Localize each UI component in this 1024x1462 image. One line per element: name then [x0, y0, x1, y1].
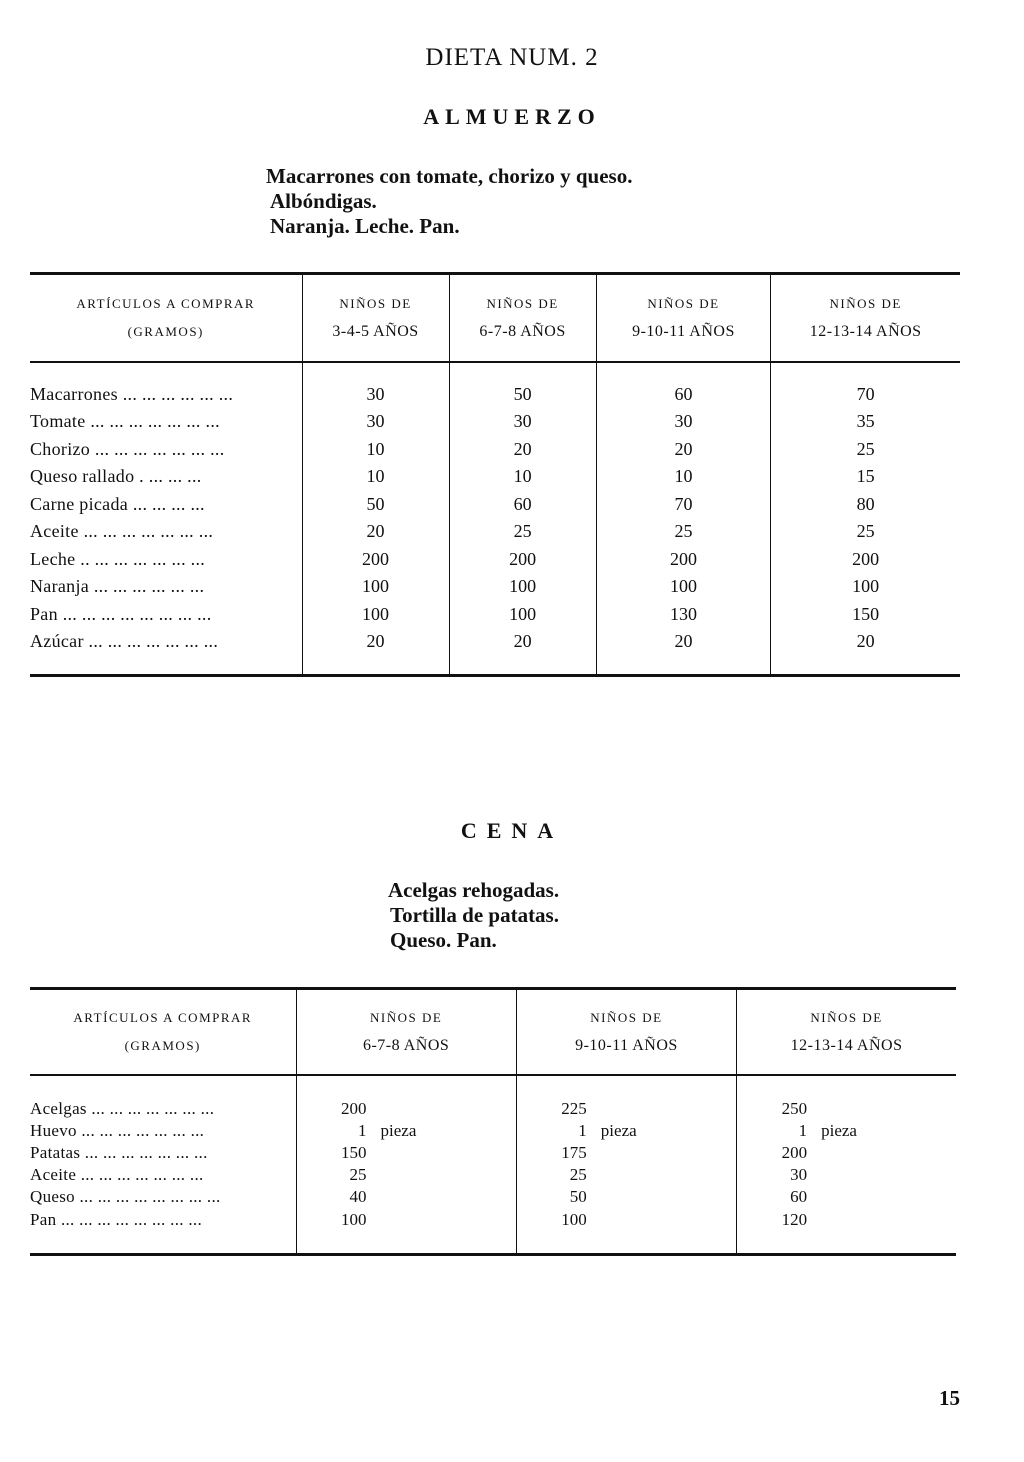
cell-value: 60 [596, 362, 771, 409]
item-name: Acelgas ... ... ... ... ... ... ... [30, 1098, 215, 1118]
cell-value [516, 1164, 736, 1186]
dinner-table [30, 987, 956, 1256]
header-age-line1: NIÑOS DE [590, 1009, 663, 1025]
table-row [30, 436, 960, 464]
cell-value [296, 1208, 516, 1254]
item-name: Macarrones ... ... ... ... ... ... [30, 383, 234, 404]
lunch-menu-line: Naranja. Leche. Pan. [270, 214, 460, 238]
item-name: Leche .. ... ... ... ... ... ... [30, 548, 206, 569]
cell-value: 10 [302, 436, 449, 464]
cell-value [516, 1208, 736, 1254]
cell-value: 80 [771, 491, 960, 519]
cell-value [516, 1142, 736, 1164]
cell-value [737, 1142, 956, 1164]
cell-value: 20 [302, 518, 449, 546]
item-name: Pan ... ... ... ... ... ... ... ... [30, 603, 212, 624]
cell-number: 175 [561, 1142, 587, 1162]
cell-value: 70 [596, 491, 771, 519]
header-age-group [596, 274, 771, 362]
cell-number: 250 [781, 1098, 808, 1118]
item-name: Queso rallado . ... ... ... [30, 466, 202, 487]
header-age-line2: 12-13-14 AÑOS [790, 1036, 903, 1054]
table-row [30, 491, 960, 519]
dinner-menu-line: Queso. Pan. [390, 928, 497, 952]
table-row [30, 573, 960, 601]
dinner-menu-line: Tortilla de patatas. [390, 903, 559, 927]
cell-value: 25 [449, 518, 596, 546]
header-age-line2: 9-10-11 AÑOS [632, 322, 735, 340]
cell-value: 30 [302, 408, 449, 436]
cell-number: 100 [561, 1209, 587, 1229]
lunch-heading: ALMUERZO [423, 104, 601, 129]
cell-value: 20 [771, 628, 960, 675]
lunch-menu-line: Albóndigas. [270, 189, 377, 213]
cell-value: 200 [449, 546, 596, 574]
header-items-line2: (GRAMOS) [127, 323, 204, 339]
table-row [30, 463, 960, 491]
cell-value: 50 [302, 491, 449, 519]
cell-number: 40 [349, 1187, 367, 1207]
header-age-line1: NIÑOS DE [829, 295, 902, 311]
item-name: Huevo ... ... ... ... ... ... ... [30, 1120, 205, 1140]
cell-unit: pieza [600, 1120, 637, 1140]
cell-value: 20 [596, 628, 771, 675]
lunch-table [30, 272, 960, 677]
cell-value: 10 [302, 463, 449, 491]
cell-number: 25 [569, 1165, 587, 1185]
item-name: Chorizo ... ... ... ... ... ... ... [30, 438, 225, 459]
cell-value: 60 [449, 491, 596, 519]
cell-value: 20 [449, 436, 596, 464]
header-age-group [296, 989, 516, 1075]
cell-value [737, 1075, 956, 1120]
lunch-menu-line: Macarrones con tomate, chorizo y queso. [266, 164, 633, 188]
cell-number: 50 [569, 1187, 587, 1207]
header-age-line2: 12-13-14 AÑOS [809, 322, 922, 340]
cell-value: 100 [302, 573, 449, 601]
cell-value: 200 [302, 546, 449, 574]
cell-value: 10 [449, 463, 596, 491]
cell-value [296, 1164, 516, 1186]
cell-value: 50 [449, 362, 596, 409]
header-age-line1: NIÑOS DE [647, 295, 720, 311]
cell-value [737, 1164, 956, 1186]
cell-value [737, 1208, 956, 1254]
item-name: Patatas ... ... ... ... ... ... ... [30, 1142, 208, 1162]
cell-value: 100 [302, 601, 449, 629]
cell-number: 200 [341, 1098, 367, 1118]
cell-value: 30 [449, 408, 596, 436]
header-age-line1: NIÑOS DE [369, 1009, 443, 1025]
cell-value: 100 [449, 601, 596, 629]
cell-value [737, 1186, 956, 1208]
header-items-line1: ARTÍCULOS A COMPRAR [73, 1009, 253, 1025]
dinner-table-header [30, 989, 956, 1075]
header-age-line1: NIÑOS DE [810, 1009, 883, 1025]
table-row [30, 1164, 956, 1186]
header-items-line2: (GRAMOS) [124, 1037, 201, 1053]
header-age-group [302, 274, 449, 362]
cell-value: 25 [771, 436, 960, 464]
header-items [30, 274, 302, 362]
cell-number: 225 [561, 1098, 587, 1118]
header-age-line2: 3-4-5 AÑOS [332, 322, 419, 340]
cell-value: 150 [771, 601, 960, 629]
table-row [30, 546, 960, 574]
table-row [30, 1075, 956, 1120]
page-number: 15 [939, 1386, 960, 1410]
table-row [30, 1186, 956, 1208]
cell-number: 1 [798, 1120, 808, 1140]
item-name: Aceite ... ... ... ... ... ... ... [30, 521, 214, 542]
header-age-group [449, 274, 596, 362]
cell-unit: pieza [380, 1120, 417, 1140]
dinner-menu [388, 878, 559, 953]
cell-value: 20 [449, 628, 596, 675]
cell-value: 15 [771, 463, 960, 491]
cell-value: 25 [596, 518, 771, 546]
page-title: DIETA NUM. 2 [425, 44, 599, 71]
cell-value [516, 1186, 736, 1208]
dinner-menu-line: Acelgas rehogadas. [388, 878, 560, 902]
cell-number: 120 [781, 1209, 808, 1229]
cell-value [737, 1120, 956, 1142]
header-age-line2: 6-7-8 AÑOS [362, 1036, 450, 1054]
cell-number: 60 [790, 1187, 808, 1207]
cell-value: 100 [449, 573, 596, 601]
cell-number: 200 [781, 1142, 808, 1162]
cell-value [296, 1120, 516, 1142]
cell-value: 20 [302, 628, 449, 675]
header-age-group [516, 989, 736, 1075]
table-row [30, 628, 960, 675]
cell-number: 150 [341, 1142, 367, 1162]
cell-value: 100 [771, 573, 960, 601]
cell-value: 70 [771, 362, 960, 409]
cell-number: 30 [790, 1165, 808, 1185]
item-name: Aceite ... ... ... ... ... ... ... [30, 1165, 204, 1185]
cell-number: 1 [578, 1120, 587, 1140]
table-row [30, 1120, 956, 1142]
cell-number: 100 [341, 1209, 367, 1229]
table-row [30, 601, 960, 629]
cell-value: 100 [596, 573, 771, 601]
table-row [30, 362, 960, 409]
cell-unit: pieza [821, 1120, 857, 1140]
header-age-group [737, 989, 956, 1075]
header-items-line1: ARTÍCULOS A COMPRAR [76, 295, 256, 311]
cell-value [296, 1186, 516, 1208]
item-name: Queso ... ... ... ... ... ... ... ... [30, 1187, 221, 1207]
dinner-heading: CENA [460, 818, 564, 843]
cell-value: 200 [771, 546, 960, 574]
cell-value: 30 [596, 408, 771, 436]
header-age-line2: 6-7-8 AÑOS [479, 322, 566, 340]
table-row [30, 408, 960, 436]
cell-value: 10 [596, 463, 771, 491]
table-row [30, 1208, 956, 1254]
item-name: Tomate ... ... ... ... ... ... ... [30, 411, 220, 432]
cell-number: 1 [358, 1120, 367, 1140]
cell-value: 35 [771, 408, 960, 436]
cell-value [296, 1142, 516, 1164]
cell-value [516, 1075, 736, 1120]
cell-value: 200 [596, 546, 771, 574]
cell-value: 25 [771, 518, 960, 546]
table-row [30, 518, 960, 546]
lunch-table-header [30, 274, 960, 362]
item-name: Pan ... ... ... ... ... ... ... ... [30, 1209, 202, 1229]
cell-value [516, 1120, 736, 1142]
table-row [30, 1142, 956, 1164]
header-age-line1: NIÑOS DE [339, 295, 412, 311]
item-name: Carne picada ... ... ... ... [30, 493, 205, 514]
cell-value: 30 [302, 362, 449, 409]
cell-number: 25 [349, 1165, 367, 1185]
header-items [30, 989, 296, 1075]
cell-value: 130 [596, 601, 771, 629]
header-age-line1: NIÑOS DE [486, 295, 559, 311]
cell-value: 20 [596, 436, 771, 464]
header-age-line2: 9-10-11 AÑOS [575, 1036, 678, 1054]
header-age-group [771, 274, 960, 362]
cell-value [296, 1075, 516, 1120]
item-name: Naranja ... ... ... ... ... ... [30, 576, 205, 597]
lunch-menu [266, 164, 632, 239]
item-name: Azúcar ... ... ... ... ... ... ... [30, 631, 219, 652]
